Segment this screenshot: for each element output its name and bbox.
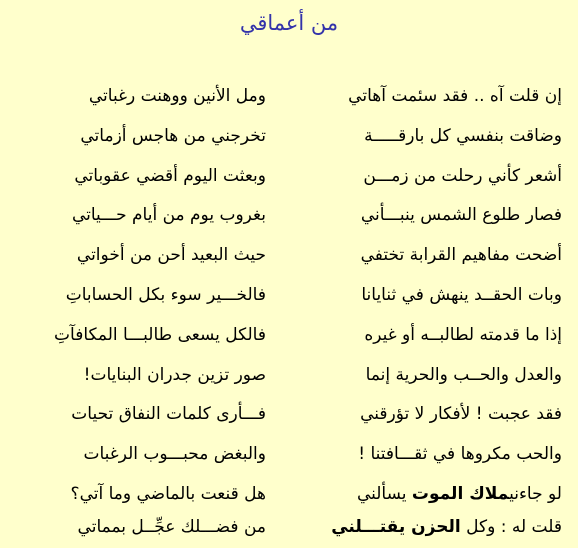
verse-row bbox=[0, 120, 578, 160]
verse-row bbox=[0, 398, 578, 438]
poem-title: من أعماقي bbox=[239, 11, 339, 35]
first-hemistich: فقد عجبت ! لأفكار لا تؤرقني bbox=[360, 404, 562, 425]
verse-row bbox=[0, 239, 578, 279]
verse-row bbox=[0, 279, 578, 319]
first-hemistich: وضاقت بنفسي كل بارقـــــة bbox=[364, 125, 562, 146]
first-hemistich-start: لو جاءني bbox=[509, 483, 562, 504]
second-hemistich: صور تزين جدران البنايات! bbox=[83, 364, 266, 385]
first-hemistich-end: يسألني bbox=[356, 483, 412, 504]
verse-row bbox=[0, 160, 578, 200]
verse-row bbox=[0, 80, 578, 120]
verse-row bbox=[0, 359, 578, 399]
second-hemistich: من فضـــلك عجِّــل بمماتي bbox=[77, 516, 266, 537]
first-hemistich: إذا ما قدمته لطالبــه أو غيره bbox=[364, 324, 562, 345]
first-hemistich: إن قلت آه .. فقد سئمت آهاتي bbox=[348, 86, 562, 106]
verse-row bbox=[0, 319, 578, 359]
second-hemistich: ومل الأنين ووهنت رغباتي bbox=[88, 86, 266, 106]
verse-row bbox=[0, 199, 578, 239]
verse-row bbox=[0, 511, 578, 543]
second-hemistich: فالكل يسعى طالبـــا المكافآتِ bbox=[54, 324, 266, 345]
first-hemistich: والحب مكروها في ثقـــافتنا ! bbox=[358, 444, 562, 465]
second-hemistich: بغروب يوم من أيام حـــياتي bbox=[71, 205, 266, 226]
emphasized-phrase: الحزن يقتـــلني bbox=[331, 516, 461, 537]
first-hemistich: أضحت مفاهيم القرابة تختفي bbox=[360, 245, 562, 266]
second-hemistich: حيث البعيد أحن من أخواتي bbox=[76, 245, 266, 266]
poem-body bbox=[0, 80, 578, 543]
first-hemistich: فصار طلوع الشمس ينبـــأني bbox=[360, 205, 562, 226]
verse-row bbox=[0, 438, 578, 478]
second-hemistich: وبعثت اليوم أقضي عقوباتي bbox=[74, 165, 266, 186]
first-hemistich: أشعر كأني رحلت من زمـــن bbox=[363, 165, 562, 186]
second-hemistich: والبغض محبـــوب الرغبات bbox=[83, 444, 266, 465]
second-hemistich: فالخـــير سوء بكل الحساباتِ bbox=[65, 284, 266, 305]
first-hemistich bbox=[307, 478, 562, 510]
second-hemistich: هل قنعت بالماضي وما آتي؟ bbox=[70, 483, 266, 504]
emphasized-phrase: ملاك الموت bbox=[411, 483, 510, 504]
first-hemistich: والعدل والحــب والحرية إنما bbox=[365, 364, 562, 385]
second-hemistich: فـــأرى كلمات النفاق تحيات bbox=[71, 404, 266, 425]
second-hemistich: تخرجني من هاجس أزماتي bbox=[80, 125, 266, 146]
verse-row bbox=[0, 478, 578, 511]
first-hemistich bbox=[307, 511, 562, 543]
first-hemistich-start: قلت له : وكل bbox=[460, 516, 562, 537]
first-hemistich: وبات الحقــد ينهش في ثنايانا bbox=[361, 284, 562, 305]
